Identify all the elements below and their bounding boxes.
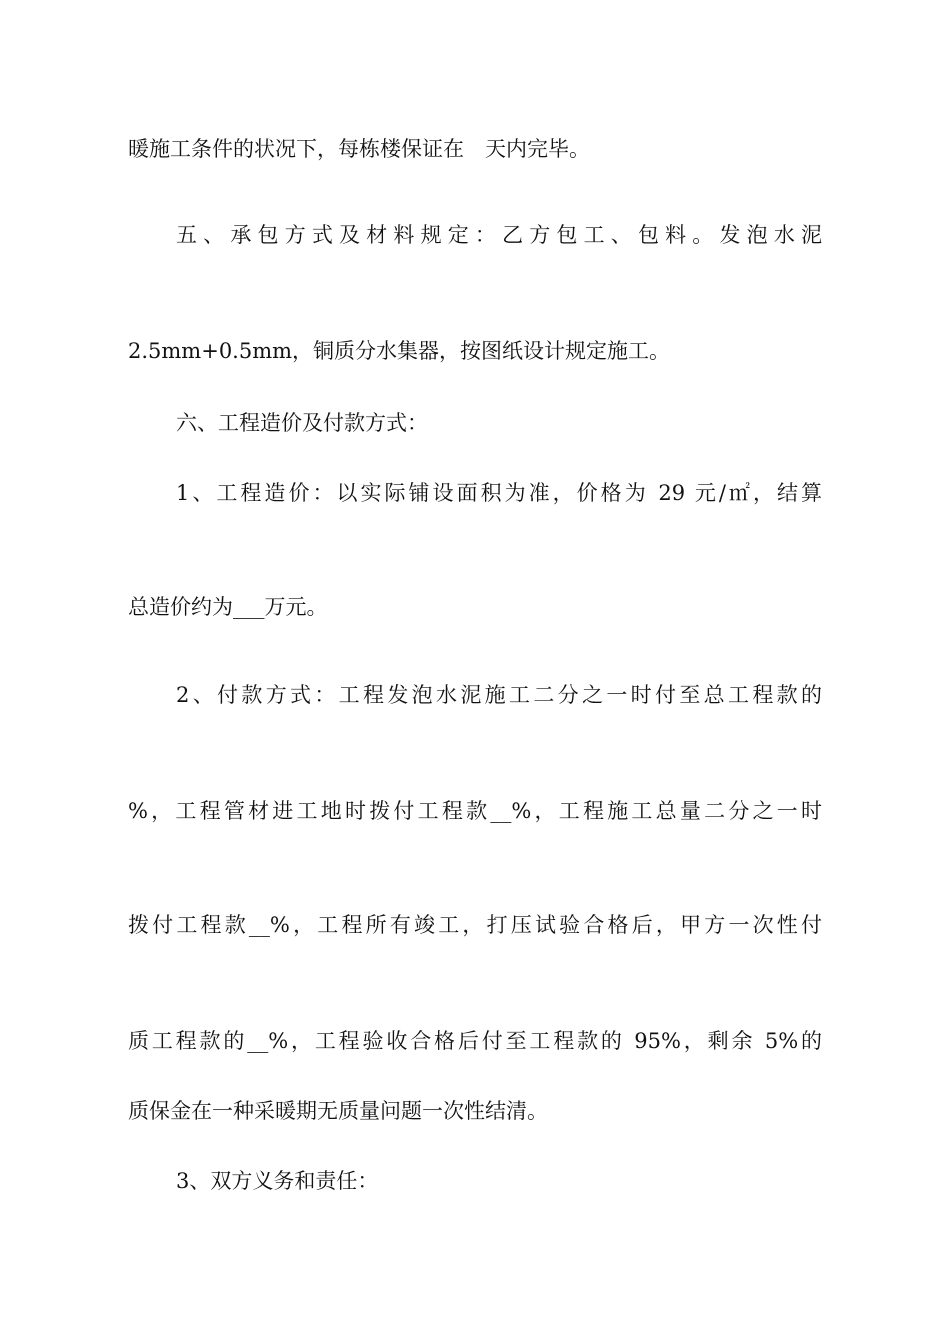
text-line-3: 2.5mm+0.5mm，铜质分水集器，按图纸设计规定施工。 (128, 339, 671, 363)
text-line-5: 1、工程造价：以实际铺设面积为准，价格为 29 元/㎡，结算 (176, 481, 822, 505)
text-line-8: %，工程管材进工地时拨付工程款__%，工程施工总量二分之一时 (128, 799, 822, 823)
text-line-7: 2、付款方式：工程发泡水泥施工二分之一时付至总工程款的 (176, 683, 822, 707)
text-line-1: 暖施工条件的状况下，每栋楼保证在 天内完毕。 (128, 137, 590, 161)
text-line-10: 质工程款的__%，工程验收合格后付至工程款的 95%，剩余 5%的 (128, 1029, 822, 1053)
text-line-6: 总造价约为___万元。 (128, 595, 328, 619)
text-line-12: 3、双方义务和责任： (176, 1169, 379, 1193)
text-line-11: 质保金在一种采暖期无质量问题一次性结清。 (128, 1099, 548, 1123)
text-line-2: 五、承包方式及材料规定：乙方包工、包料。发泡水泥 (176, 223, 822, 247)
text-line-4: 六、工程造价及付款方式： (176, 411, 428, 435)
text-line-9: 拨付工程款__%，工程所有竣工，打压试验合格后，甲方一次性付 (128, 913, 822, 937)
